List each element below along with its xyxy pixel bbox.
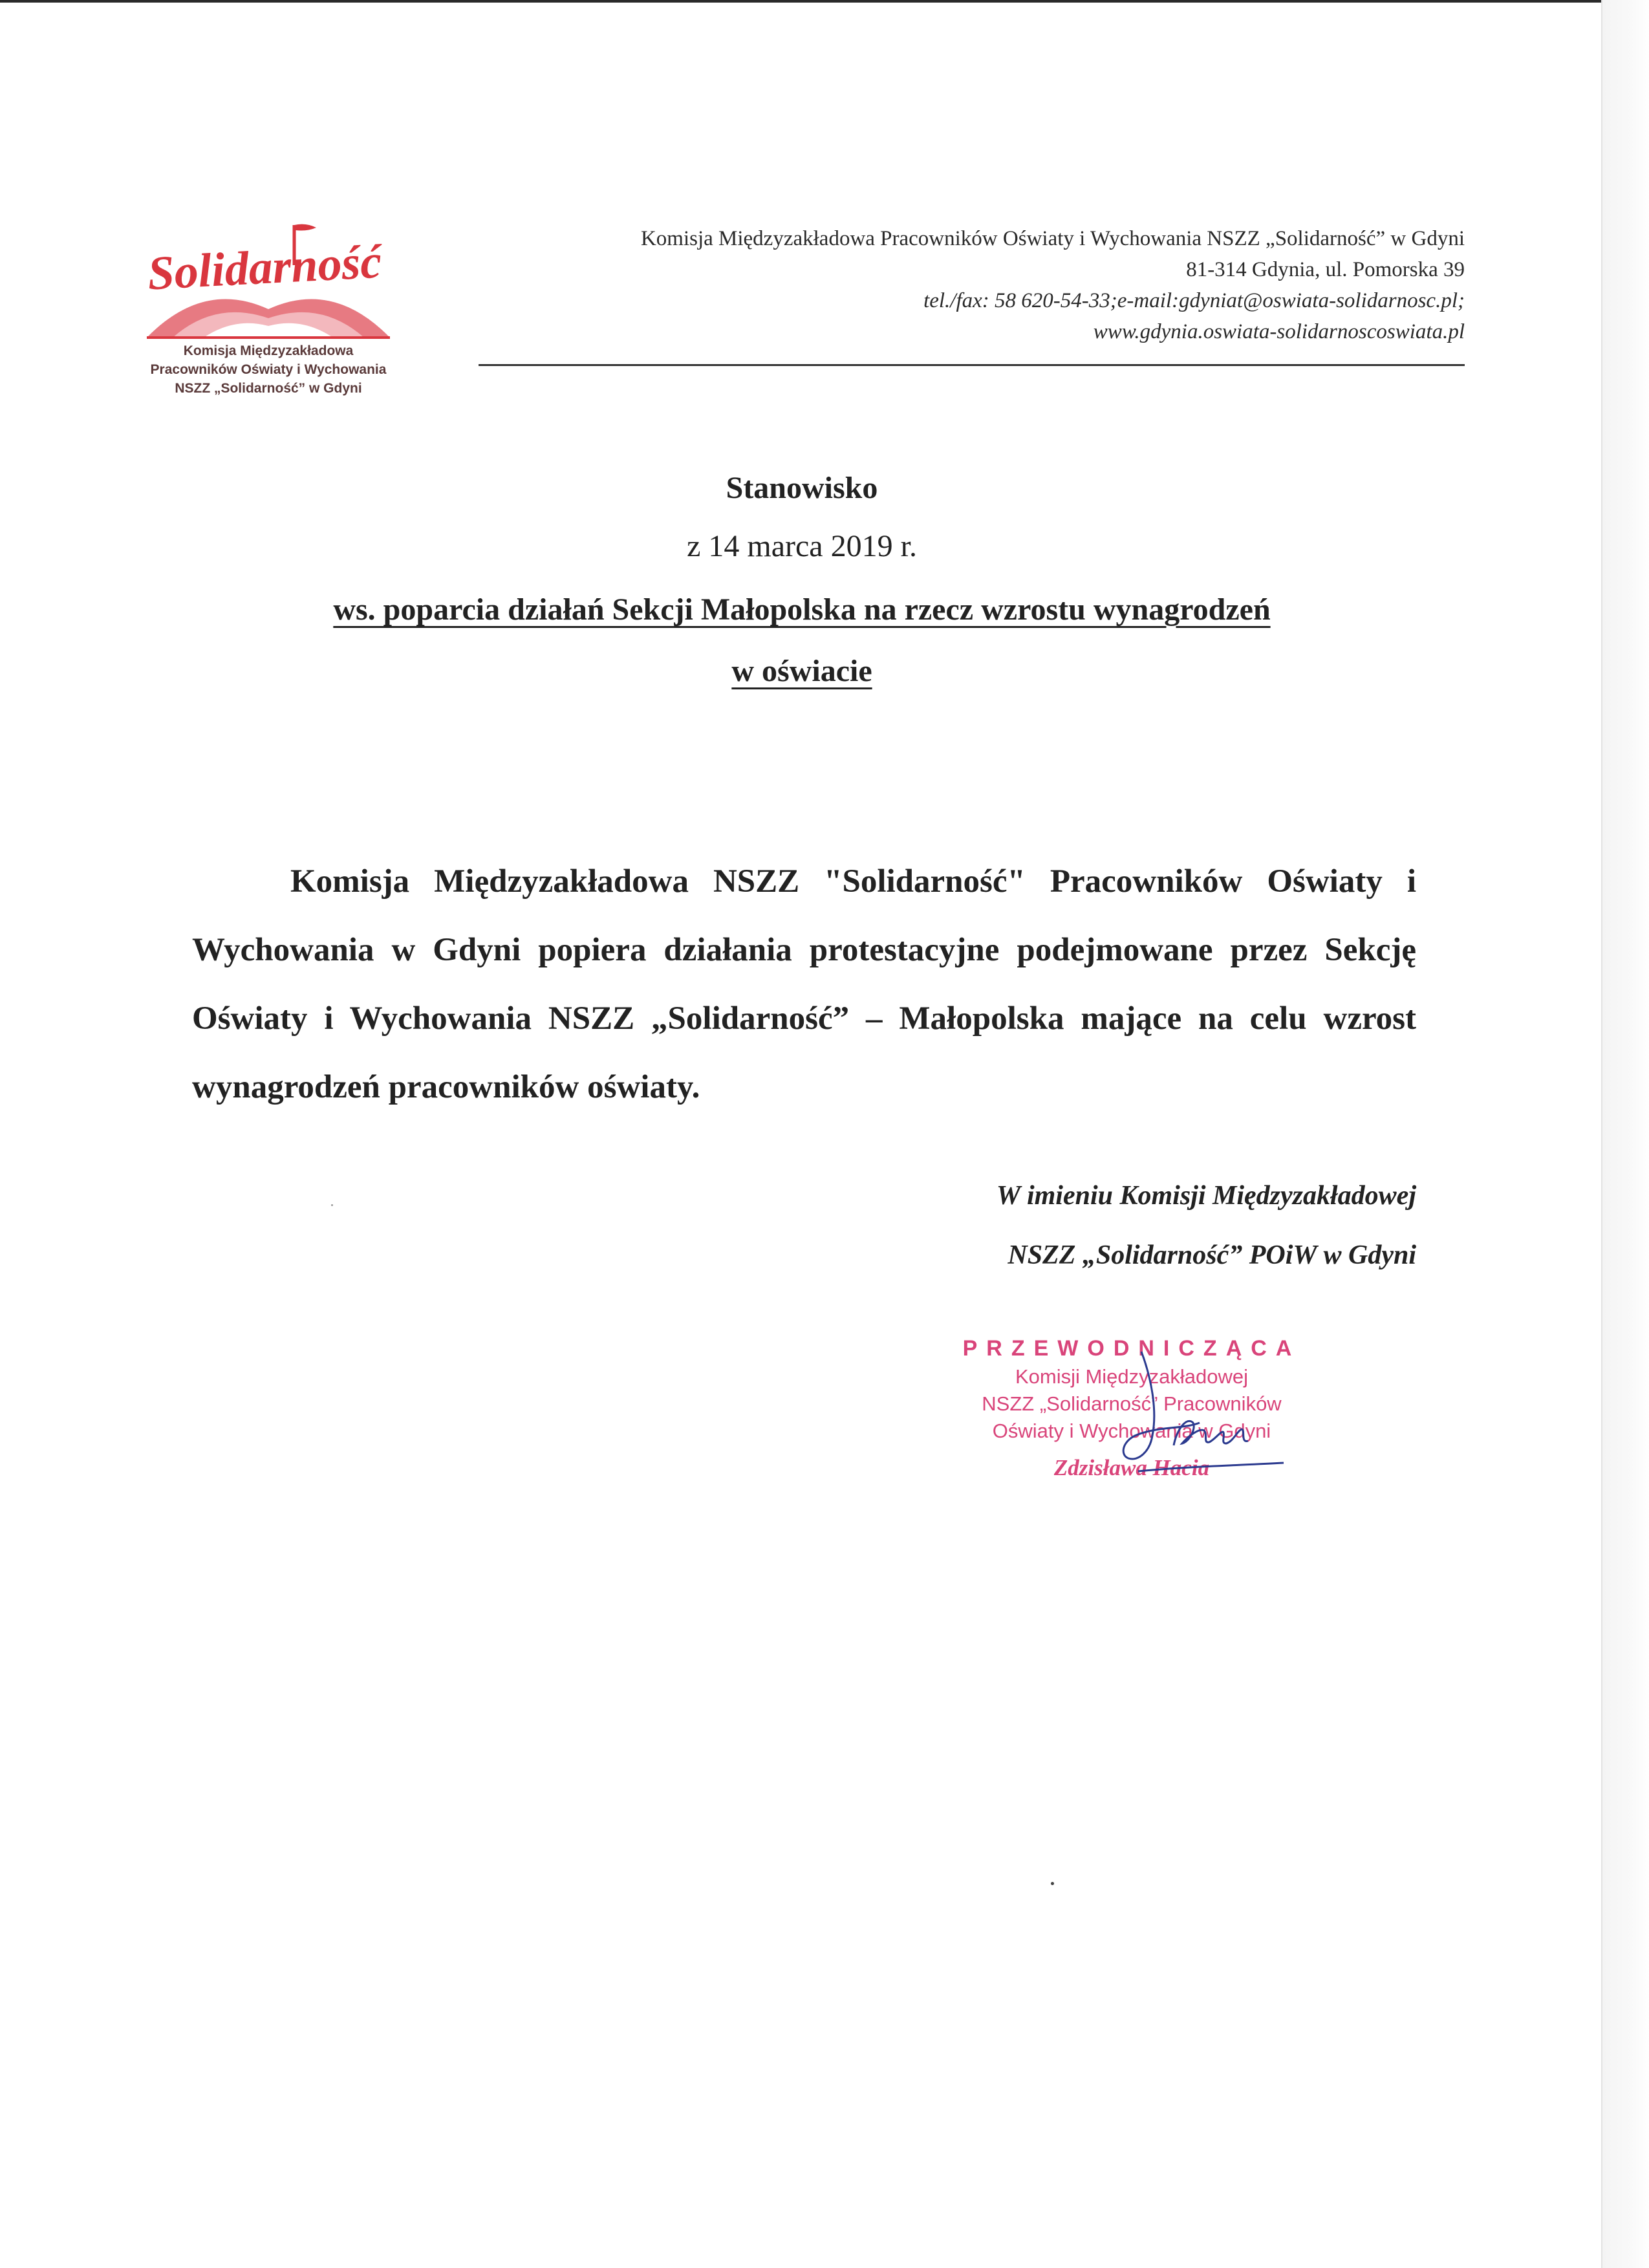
header-divider bbox=[479, 364, 1465, 366]
page-right-edge bbox=[1601, 0, 1649, 2268]
stamp-line: NSZZ „Solidarność” Pracowników bbox=[982, 1392, 1282, 1415]
letterhead-contact: tel./fax: 58 620-54-33;e-mail:gdyniat@oswiata-solidarnosc.pl; bbox=[923, 289, 1465, 312]
stamp-line: Komisji Międzyzakładowej bbox=[1015, 1365, 1249, 1388]
solidarnosc-logo-icon bbox=[133, 220, 404, 343]
logo-caption-line: NSZZ „Solidarność” w Gdyni bbox=[175, 381, 362, 396]
logo-caption bbox=[133, 341, 404, 398]
logo-caption-line: Komisja Międzyzakładowa bbox=[183, 343, 354, 358]
document-body bbox=[192, 847, 1416, 1121]
signature-block bbox=[828, 1166, 1416, 1285]
svg-text:Solidarność: Solidarność bbox=[146, 235, 383, 301]
scan-speck bbox=[1051, 1882, 1054, 1885]
letterhead-website: www.gdynia.oswiata-solidarnoscoswiata.pl bbox=[1093, 320, 1465, 343]
signature-line: NSZZ „Solidarność” POiW w Gdyni bbox=[1008, 1240, 1416, 1270]
signature-line: W imieniu Komisji Międzyzakładowej bbox=[996, 1181, 1416, 1211]
document-type: Stanowisko bbox=[726, 471, 878, 505]
document-date: z 14 marca 2019 r. bbox=[687, 529, 917, 563]
letterhead bbox=[479, 223, 1465, 347]
page-top-edge bbox=[0, 0, 1649, 3]
stamp-name: Zdzisława Hacia bbox=[1053, 1455, 1210, 1480]
document-subject-continued: w oświacie bbox=[731, 654, 872, 688]
logo-caption-line: Pracowników Oświaty i Wychowania bbox=[150, 362, 387, 377]
stamp-role: PRZEWODNICZĄCA bbox=[962, 1336, 1301, 1361]
scan-speck bbox=[331, 1204, 333, 1206]
union-logo bbox=[133, 220, 404, 407]
stamp-line: Oświaty i Wychowania w Gdyni bbox=[992, 1420, 1271, 1442]
handwritten-signature-icon bbox=[1112, 1332, 1293, 1487]
body-paragraph: Komisja Międzyzakładowa NSZZ "Solidarność" Pracowników Oświaty i Wychowania w Gdyni popiera działania protestacyjne podejmowane przez Sekcję Oświaty i Wychowania NSZZ „Solidarność” – Małopolska mające na celu wzrost wynagrodzeń pracowników oświaty. bbox=[192, 863, 1416, 1105]
document-subject: ws. poparcia działań Sekcji Małopolska na rzecz wzrostu wynagrodzeń bbox=[333, 592, 1271, 627]
letterhead-address: 81-314 Gdynia, ul. Pomorska 39 bbox=[1186, 258, 1465, 281]
title-block bbox=[0, 462, 1604, 702]
letterhead-organization: Komisja Międzyzakładowa Pracowników Oświaty i Wychowania NSZZ „Solidarność” w Gdyni bbox=[640, 227, 1465, 250]
